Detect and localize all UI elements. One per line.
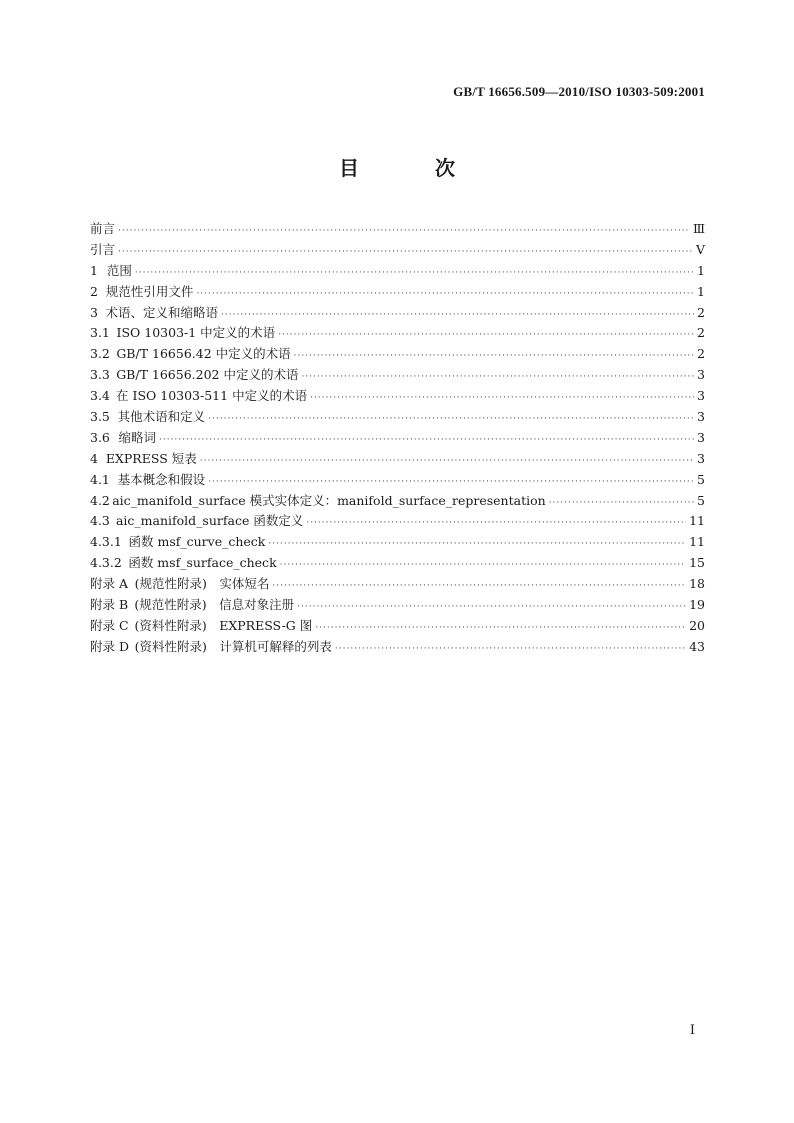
toc-leader-dots <box>159 430 694 451</box>
toc-entry-page: 1 <box>697 283 705 299</box>
toc-entry-page: 1 <box>697 262 705 278</box>
toc-entry-title: ISO 10303-1 中定义的术语 <box>116 325 276 341</box>
toc-entry-number: 1 <box>90 262 98 278</box>
toc-entry[interactable] <box>90 428 705 449</box>
toc-leader-dots <box>310 388 694 409</box>
toc-leader-dots <box>294 346 694 367</box>
toc-entry-number: 附录 A <box>90 576 129 592</box>
toc-entry[interactable] <box>90 511 705 532</box>
toc-entry-title: 引言 <box>90 241 116 257</box>
toc-entry-page: 2 <box>697 346 705 362</box>
toc-entry-title: aic_manifold_surface 函数定义 <box>115 513 304 529</box>
toc-leader-dots <box>306 513 686 534</box>
toc-entry-page: 3 <box>697 409 705 425</box>
toc-leader-dots <box>301 367 694 388</box>
toc-entry-page: 3 <box>697 367 705 383</box>
toc-entry-number: 2 <box>90 283 98 299</box>
toc-entry-page: 2 <box>697 325 705 341</box>
toc-leader-dots <box>118 242 693 263</box>
toc-entry[interactable] <box>90 386 705 407</box>
toc-leader-dots <box>118 221 690 242</box>
toc-entry-page: 3 <box>697 429 705 445</box>
toc-entry[interactable] <box>90 219 705 240</box>
toc-leader-dots <box>221 305 694 326</box>
toc-entry-number: 3.3 <box>90 367 110 383</box>
toc-entry-page: 20 <box>689 617 705 633</box>
toc-entry-title: 规范性引用文件 <box>105 283 194 299</box>
toc-entry-title: GB/T 16656.202 中定义的术语 <box>116 367 299 383</box>
toc-entry[interactable] <box>90 240 705 261</box>
toc-leader-dots <box>280 555 686 576</box>
toc-entry[interactable] <box>90 574 705 595</box>
toc-leader-dots <box>297 597 686 618</box>
toc-entry-page: 15 <box>689 555 705 571</box>
toc-entry-page: 3 <box>697 388 705 404</box>
toc-leader-dots <box>278 325 694 346</box>
toc-entry-title: 前言 <box>90 221 116 236</box>
toc-entry-title: (规范性附录) 实体短名 <box>134 576 270 592</box>
toc-entry-number: 附录 D <box>90 638 129 654</box>
toc-entry[interactable] <box>90 595 705 616</box>
toc-entry-page: 11 <box>689 513 705 529</box>
toc-leader-dots <box>208 472 694 493</box>
toc-entry-number: 附录 B <box>90 597 129 613</box>
toc-entry[interactable] <box>90 491 705 512</box>
toc-entry-number: 3.2 <box>90 346 110 362</box>
toc-entry-title: aic_manifold_surface 模式实体定义：manifold_surface_representation <box>112 492 546 508</box>
toc-entry[interactable] <box>90 282 705 303</box>
toc-entry-title: 基本概念和假设 <box>117 471 206 487</box>
toc-entry-title: 范围 <box>106 262 132 278</box>
toc-leader-dots <box>208 409 694 430</box>
toc-entry[interactable] <box>90 407 705 428</box>
toc-entry-title: 在 ISO 10303-511 中定义的术语 <box>116 388 308 404</box>
toc-entry-title: 其他术语和定义 <box>117 409 206 425</box>
toc-entry-number: 4.1 <box>90 471 110 487</box>
toc-entry-title: (资料性附录) EXPRESS-G 图 <box>134 617 313 633</box>
toc-entry-number: 3.5 <box>90 409 110 425</box>
toc-entry-title: (资料性附录) 计算机可解释的列表 <box>134 638 332 654</box>
toc-entry[interactable] <box>90 323 705 344</box>
toc-entry-page: 5 <box>697 471 705 487</box>
toc-leader-dots <box>135 263 694 284</box>
toc-entry-number: 3.4 <box>90 388 110 404</box>
toc-entry-page: Ⅲ <box>692 221 705 236</box>
toc-entry[interactable] <box>90 261 705 282</box>
toc-leader-dots <box>335 639 686 660</box>
toc-leader-dots <box>268 534 686 555</box>
toc-entry-page: 5 <box>697 492 705 508</box>
toc-entry-page: Ⅴ <box>695 241 705 257</box>
toc-entry[interactable] <box>90 616 705 637</box>
toc-entry-number: 3.1 <box>90 325 110 341</box>
toc-leader-dots <box>549 493 694 514</box>
toc-entry[interactable] <box>90 470 705 491</box>
toc-entry-title: (规范性附录) 信息对象注册 <box>134 597 295 613</box>
toc-entry-number: 4.2 <box>90 492 110 508</box>
toc-entry-title: 函数 msf_curve_check <box>128 534 266 550</box>
toc-entry-title: EXPRESS 短表 <box>105 450 197 466</box>
toc-leader-dots <box>315 618 686 639</box>
toc-entry-number: 4.3.2 <box>90 555 122 571</box>
toc-entry-page: 43 <box>689 638 705 654</box>
toc-entry-number: 3 <box>90 304 98 320</box>
toc-entry-number: 4.3 <box>90 513 110 529</box>
table-of-contents <box>90 219 705 658</box>
toc-entry-page: 2 <box>697 304 705 320</box>
toc-entry[interactable] <box>90 532 705 553</box>
toc-entry[interactable] <box>90 303 705 324</box>
standard-code: GB/T 16656.509—2010/ISO 10303-509:2001 <box>453 84 705 99</box>
toc-entry-title: 函数 msf_surface_check <box>128 555 277 571</box>
toc-entry[interactable] <box>90 344 705 365</box>
toc-entry[interactable] <box>90 365 705 386</box>
toc-entry-title: 术语、定义和缩略语 <box>105 304 219 320</box>
toc-leader-dots <box>196 284 694 305</box>
toc-entry-number: 3.6 <box>90 429 110 445</box>
toc-title: 目 次 <box>339 156 483 180</box>
toc-entry-page: 11 <box>689 534 705 550</box>
toc-entry-page: 19 <box>689 597 705 613</box>
toc-entry[interactable] <box>90 637 705 658</box>
toc-entry-page: 3 <box>697 450 705 466</box>
toc-leader-dots <box>272 576 686 597</box>
toc-entry-title: 缩略词 <box>118 429 156 445</box>
toc-leader-dots <box>200 451 694 472</box>
toc-entry-number: 4 <box>90 450 98 466</box>
toc-entry[interactable] <box>90 553 705 574</box>
toc-entry-number: 4.3.1 <box>90 534 122 550</box>
toc-entry-title: GB/T 16656.42 中定义的术语 <box>116 346 291 362</box>
toc-entry-number: 附录 C <box>90 617 129 633</box>
page-number: Ⅰ <box>689 1022 695 1037</box>
toc-entry-page: 18 <box>689 576 705 592</box>
toc-entry[interactable] <box>90 449 705 470</box>
